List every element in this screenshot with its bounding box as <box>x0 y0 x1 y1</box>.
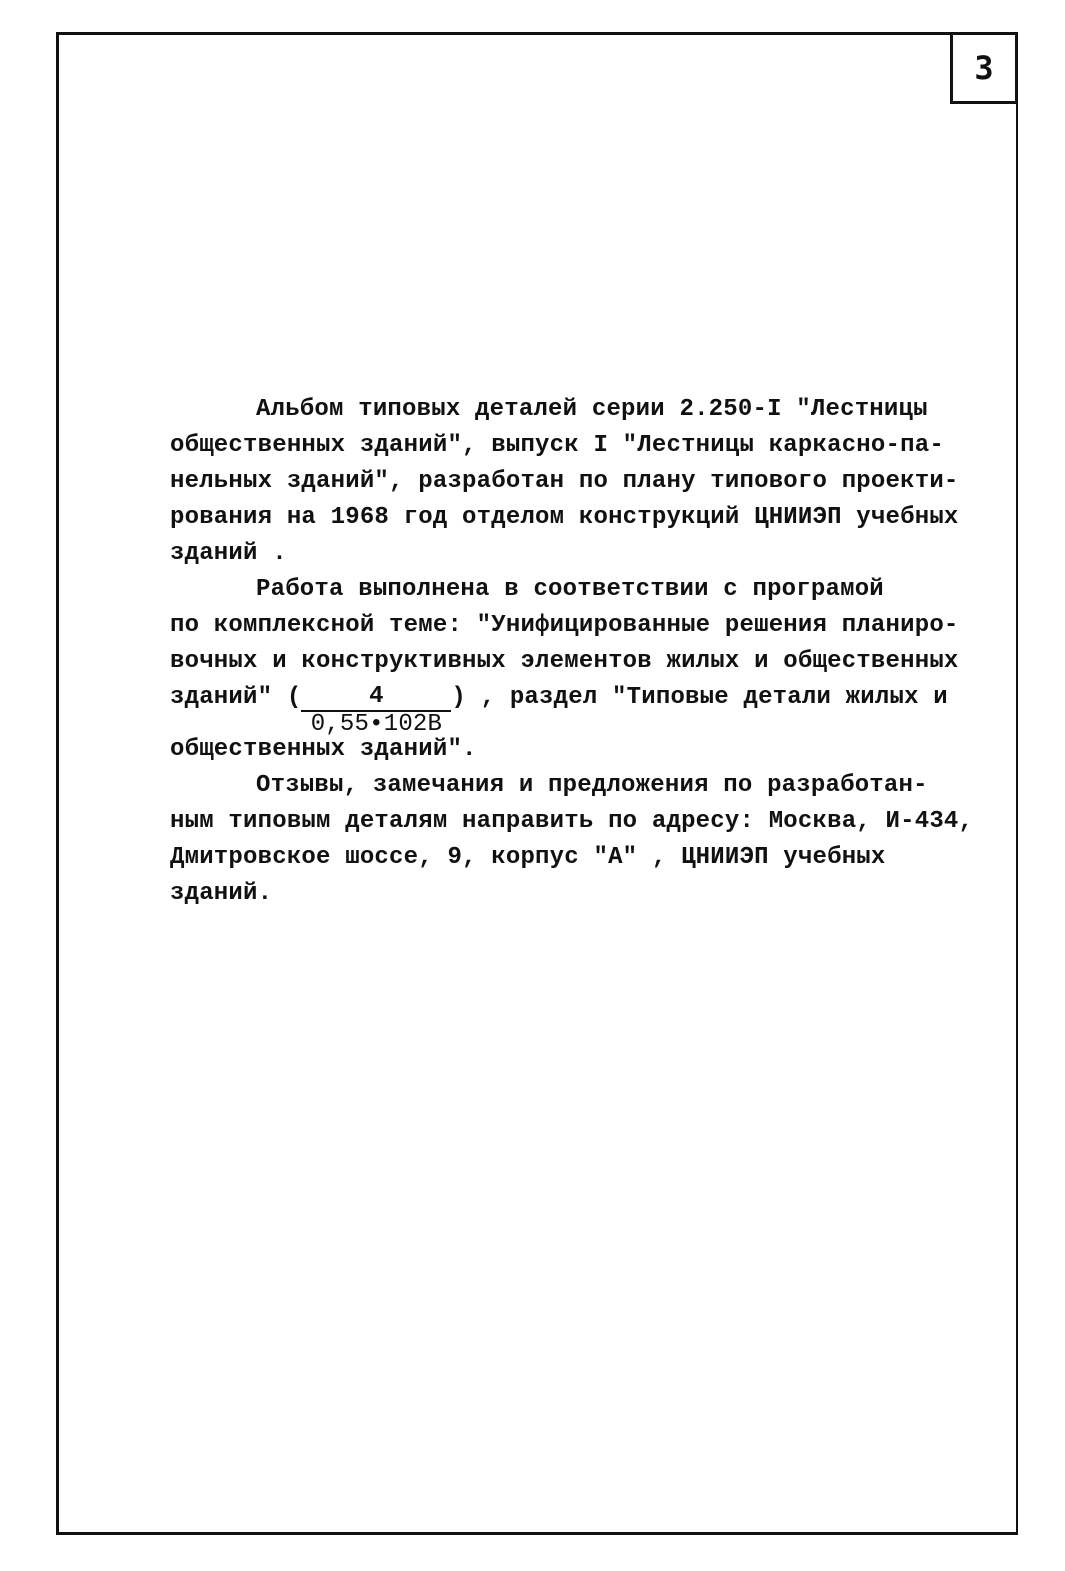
page-number: 3 <box>950 32 1018 104</box>
paragraph1-line: общественных зданий", выпуск I "Лестницы каркасно-па- <box>170 432 944 459</box>
fraction-denominator: 0,55•102В <box>310 711 443 738</box>
document-body <box>170 392 990 912</box>
paragraph3-line: Дмитровское шоссе, 9, корпус "А" , ЦНИИЭП учебных <box>170 844 886 871</box>
paragraph2-line: общественных зданий". <box>170 736 477 763</box>
paragraph3-line: Отзывы, замечания и предложения по разработан- <box>256 772 928 799</box>
paragraph2-line: вочных и конструктивных элементов жилых и общественных <box>170 648 959 675</box>
paragraph1-line: рования на 1968 год отделом конструкций ЦНИИЭП учебных <box>170 504 959 531</box>
paragraph2-line: Работа выполнена в соответствии с програмой <box>256 576 884 603</box>
paragraph2-line: по комплексной теме: "Унифицированные решения планиро- <box>170 612 959 639</box>
paragraph1-line: Альбом типовых деталей серии 2.250-I "Лестницы <box>256 396 928 423</box>
paragraph3-line: ным типовым деталям направить по адресу: Москва, И-434, <box>170 808 974 835</box>
fraction-suffix: ) , раздел "Типовые детали жилых и <box>451 684 948 711</box>
fraction-line <box>170 680 990 738</box>
paragraph1-line: зданий . <box>170 540 287 567</box>
paragraph1-line: нельных зданий", разработан по плану типового проекти- <box>170 468 959 495</box>
fraction-prefix: зданий" ( <box>170 684 302 711</box>
spacer <box>170 716 990 732</box>
fraction <box>301 680 451 738</box>
fraction-numerator: 4 <box>301 680 451 712</box>
paragraph3-line: зданий. <box>170 880 273 907</box>
